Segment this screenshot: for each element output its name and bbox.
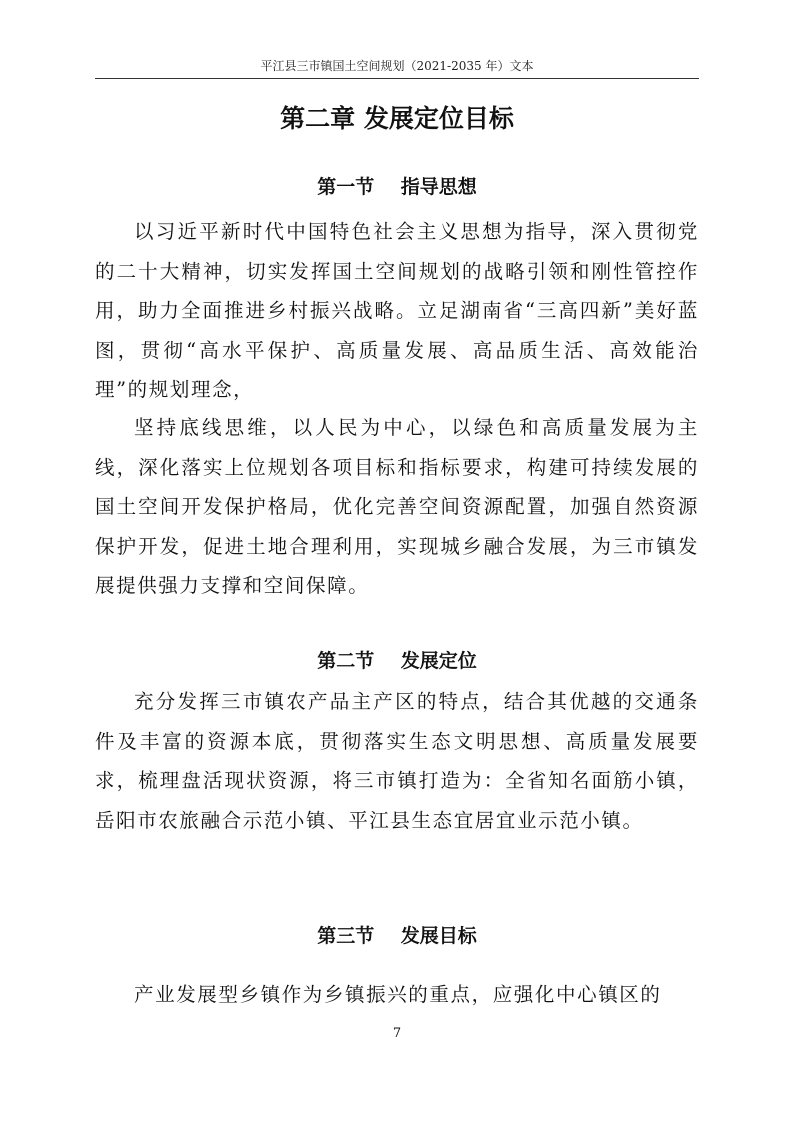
chapter-title: 第二章 发展定位目标 bbox=[280, 104, 514, 133]
running-header: 平江县三市镇国土空间规划（2021-2035 年）文本 bbox=[95, 56, 699, 79]
paragraph-goals: 产业发展型乡镇作为乡镇振兴的重点，应强化中心镇区的 bbox=[134, 983, 662, 1006]
page-number: 7 bbox=[392, 1026, 402, 1041]
section-title-positioning: 第二节 发展定位 bbox=[317, 650, 477, 672]
section-title-guiding-ideology: 第一节 指导思想 bbox=[317, 176, 477, 198]
paragraph-positioning: 充分发挥三市镇农产品主产区的特点，结合其优越的交通条件及丰富的资源本底，贯彻落实生态文明思想、高质量发展要求，梳理盘活现状资源，将三市镇打造为：全省知名面筋小镇，岳阳市农旅融合示范小镇、平江县生态宜居宜业示范小镇。 bbox=[95, 690, 699, 832]
paragraph-guiding-ideology-1: 以习近平新时代中国特色社会主义思想为指导，深入贯彻党的二十大精神，切实发挥国土空间规划的战略引领和刚性管控作用，助力全面推进乡村振兴战略。立足湖南省“三高四新”美好蓝图，贯彻“高水平保护、高质量发展、高品质生活、高效能治理”的规划理念， bbox=[95, 220, 699, 401]
paragraph-guiding-ideology-2: 坚持底线思维，以人民为中心，以绿色和高质量发展为主线，深化落实上位规划各项目标和指标要求，构建可持续发展的国土空间开发保护格局，优化完善空间资源配置，加强自然资源保护开发，促进土地合理利用，实现城乡融合发展，为三市镇发展提供强力支撑和空间保障。 bbox=[95, 416, 699, 597]
section-title-goals: 第三节 发展目标 bbox=[317, 925, 477, 947]
